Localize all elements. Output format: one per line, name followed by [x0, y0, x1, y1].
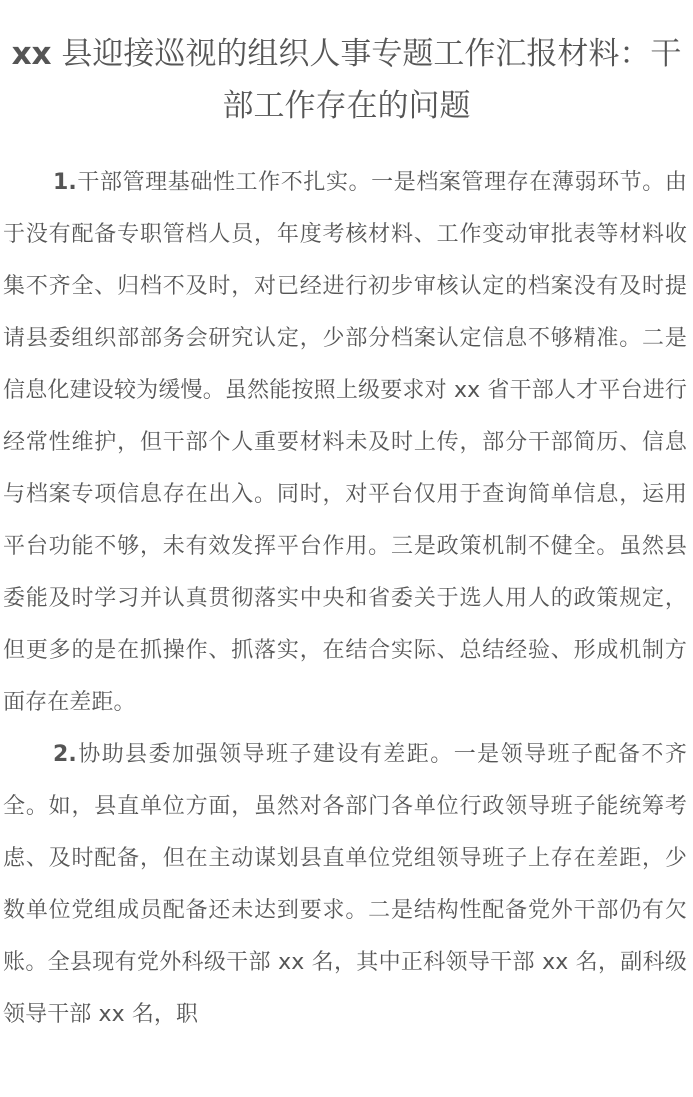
paragraph-text: 干部管理基础性工作不扎实。一是档案管理存在薄弱环节。由于没有配备专职管档人员，年度考核材料、工作变动审批表等材料收集不齐全、归档不及时，对已经进行初步审核认定的档案没有及时提请县委组织部部务会研究认定，少部分档案认定信息不够精准。二是信息化建设较为缓慢。虽然能按照上级要求对 xx 省干部人才平台进行经常性维护，但干部个人重要材料未及时上传，部分干部简历、信息与档案专项信息存在出入。同时，对平台仅用于查询简单信息，运用平台功能不够，未有效发挥平台作用。三是政策机制不健全。虽然县委能及时学习并认真贯彻落实中央和省委关于选人用人的政策规定，但更多的是在抓操作、抓落实，在结合实际、总结经验、形成机制方面存在差距。	[3, 170, 687, 715]
paragraph-1	[3, 157, 687, 729]
paragraph-2	[3, 729, 687, 1041]
paragraph-number: 2.	[53, 742, 77, 767]
title-text: 县迎接巡视的组织人事专题工作汇报材料：干部工作存在的问题	[51, 36, 682, 124]
document-title	[0, 28, 693, 132]
paragraph-number: 1.	[53, 170, 77, 195]
paragraph-text: 协助县委加强领导班子建设有差距。一是领导班子配备不齐全。如，县直单位方面，虽然对各部门各单位行政领导班子能统筹考虑、及时配备，但在主动谋划县直单位党组领导班子上存在差距，少数单位党组成员配备还未达到要求。二是结构性配备党外干部仍有欠账。全县现有党外科级干部 xx 名，其中正科领导干部 xx 名，副科级领导干部 xx 名，职	[3, 742, 687, 1027]
title-prefix: xx	[11, 36, 52, 72]
document-body	[3, 157, 687, 1041]
